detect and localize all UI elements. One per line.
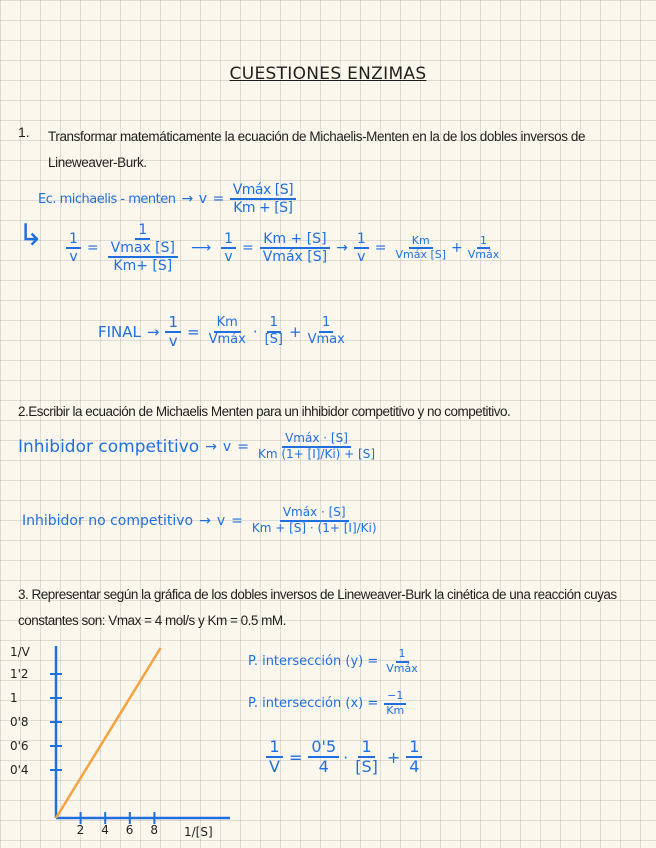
mm-denominator: Km + [S] — [233, 200, 293, 217]
y-intersection-label: P. intersección (y) = — [248, 654, 379, 670]
inverse-v-fraction — [165, 314, 181, 351]
inner-numerator: Vmax [S] — [108, 240, 178, 258]
mm-numerator: Vmáx [S] — [230, 182, 296, 200]
mm-fraction — [230, 182, 296, 216]
one: 1 — [266, 738, 282, 758]
s-denominator: [S] — [355, 757, 378, 777]
one: 1 — [358, 738, 374, 758]
slope-denominator: 4 — [318, 757, 329, 777]
equals-sign: = — [212, 191, 224, 208]
final-equation — [98, 314, 348, 351]
chart-y-axis-label: 1/V — [10, 645, 30, 659]
arrow-icon: → — [199, 512, 211, 529]
one: 1 — [319, 316, 333, 333]
vmax-s-denominator: Vmáx [S] — [395, 248, 447, 262]
intercept-denominator: 4 — [409, 757, 420, 777]
one: 1 — [135, 222, 150, 240]
competitive-numerator: Vmáx · [S] — [282, 432, 351, 448]
inverse-v-fraction — [66, 231, 81, 265]
competitive-inhibitor-equation — [18, 432, 378, 462]
inverse-v-fraction — [354, 231, 369, 265]
inverse-v-fraction — [266, 738, 283, 777]
arrow-icon: → — [146, 323, 160, 342]
one: 1 — [66, 231, 81, 249]
one: 1 — [354, 231, 369, 249]
one: 1 — [165, 314, 181, 333]
equals-sign: = — [374, 240, 387, 257]
inverted-numerator: Km + [S] — [260, 231, 329, 249]
one: 1 — [477, 235, 490, 250]
split-fraction-1 — [392, 235, 449, 262]
inverted-fraction — [260, 231, 330, 265]
curved-arrow-icon: ↳ — [18, 218, 44, 253]
one: 1 — [221, 231, 236, 249]
lineweaver-burk-numeric-equation — [266, 738, 422, 777]
equals-sign: = — [187, 323, 200, 342]
equals-sign: = — [86, 240, 99, 257]
km-numerator: Km — [409, 235, 433, 250]
noncompetitive-inhibitor-equation — [22, 506, 380, 536]
x-intersection-label: P. intersección (x) = — [248, 696, 379, 712]
plus-sign: + — [289, 323, 302, 342]
x-int-numerator: −1 — [384, 690, 406, 705]
noncompetitive-denominator: Km + [S] · (1+ [I]/Ki) — [251, 520, 377, 535]
inverse-v-fraction — [221, 231, 236, 265]
question-3-text: 3. Representar según la gráfica de los dobles inversos de Lineweaver-Burk la cinética de una reacción cuyas constantes son: Vmax = 4 mol/s y Km = 0.5 mM. — [18, 587, 617, 628]
chart-y-tick-label: 0'8 — [10, 715, 29, 729]
question-1-number: 1. — [18, 124, 30, 140]
y-int-numerator: 1 — [396, 648, 409, 663]
noncompetitive-fraction — [249, 506, 380, 536]
mm-equation-label: Ec. michaelis - menten — [38, 191, 176, 207]
question-2-text: 2.Escribir la ecuación de Michaelis Menten para un ihhibidor competitivo y no competitivo. — [18, 404, 511, 419]
competitive-denominator: Km (1+ [I]/Ki) + [S] — [257, 446, 376, 461]
equals-sign: = — [288, 747, 303, 767]
arrow-icon: → — [181, 191, 193, 208]
vmax-denominator: Vmáx — [208, 332, 246, 348]
question-1-text: Transformar matemáticamente la ecuación de Michaelis-Menten en la de los dobles inversos de Lineweaver-Burk. — [48, 129, 586, 170]
dot-operator: · — [252, 323, 258, 342]
arrow-icon: → — [336, 240, 348, 257]
inversion-steps — [66, 222, 502, 274]
v-symbol: v — [224, 249, 233, 266]
y-intersection-fraction — [383, 648, 421, 675]
equals-sign: = — [242, 240, 254, 257]
chart-x-axis-label: 1/[S] — [184, 825, 213, 839]
chart-y-tick-label: 1'2 — [10, 667, 29, 681]
compound-fraction — [105, 222, 181, 274]
vmax-denominator: Vmáx — [467, 248, 500, 262]
noncompetitive-numerator: Vmáx · [S] — [280, 506, 349, 522]
equals-sign: = — [237, 438, 249, 455]
one: 1 — [406, 738, 422, 758]
equals-sign: = — [231, 512, 243, 529]
chart-x-tick-label: 6 — [125, 823, 134, 837]
chart-x-tick-label: 4 — [101, 823, 109, 837]
km-numerator: Km — [214, 316, 241, 333]
chart-y-tick-label: 0'4 — [10, 763, 29, 777]
inverted-denominator: Vmáx [S] — [262, 249, 328, 266]
one-over-s — [352, 738, 381, 777]
inner-fraction — [105, 240, 181, 274]
v-symbol: V — [269, 757, 280, 777]
arrow-icon: ⟶ — [191, 240, 212, 257]
inner-denominator: Km+ [S] — [113, 258, 173, 275]
s-denominator: [S] — [264, 332, 283, 348]
x-intersection-fraction — [383, 690, 407, 717]
intercept-fraction — [406, 738, 422, 777]
one-over-vmax — [305, 316, 348, 348]
plus-sign: + — [386, 747, 401, 767]
v-symbol: v — [198, 191, 207, 208]
mm-equation — [38, 182, 296, 216]
chart-x-tick-label: 2 — [76, 823, 85, 837]
final-label: FINAL — [98, 323, 141, 342]
vmax-denominator: Vmax — [307, 332, 345, 348]
slope-numerator: 0'5 — [308, 738, 339, 758]
competitive-fraction — [255, 432, 378, 462]
v-symbol: v — [357, 249, 366, 266]
noncompetitive-label: Inhibidor no competitivo — [22, 512, 194, 529]
dot-operator: · — [343, 747, 349, 767]
y-int-denominator: Vmáx — [386, 661, 418, 675]
chart-x-tick-label: 8 — [150, 823, 159, 837]
v-symbol: v — [69, 249, 78, 266]
split-fraction-2 — [465, 235, 503, 262]
v-symbol: v — [222, 438, 232, 455]
competitive-label: Inhibidor competitivo — [18, 436, 200, 457]
y-intersection — [248, 648, 421, 675]
one-over-s — [262, 316, 286, 348]
km-over-vmax — [206, 316, 249, 348]
lineweaver-burk-chart — [0, 638, 240, 848]
v-symbol: v — [168, 332, 178, 351]
x-intersection — [248, 690, 407, 717]
page-title: CUESTIONES ENZIMAS — [229, 64, 427, 84]
slope-fraction — [308, 738, 339, 777]
v-symbol: v — [216, 512, 226, 529]
chart-series-line — [56, 648, 161, 818]
chart-y-tick-label: 1 — [10, 691, 18, 705]
arrow-icon: → — [205, 438, 217, 455]
plus-sign: + — [451, 240, 463, 257]
chart-y-tick-label: 0'6 — [10, 739, 29, 753]
one: 1 — [267, 316, 281, 333]
x-int-denominator: Km — [386, 703, 405, 717]
